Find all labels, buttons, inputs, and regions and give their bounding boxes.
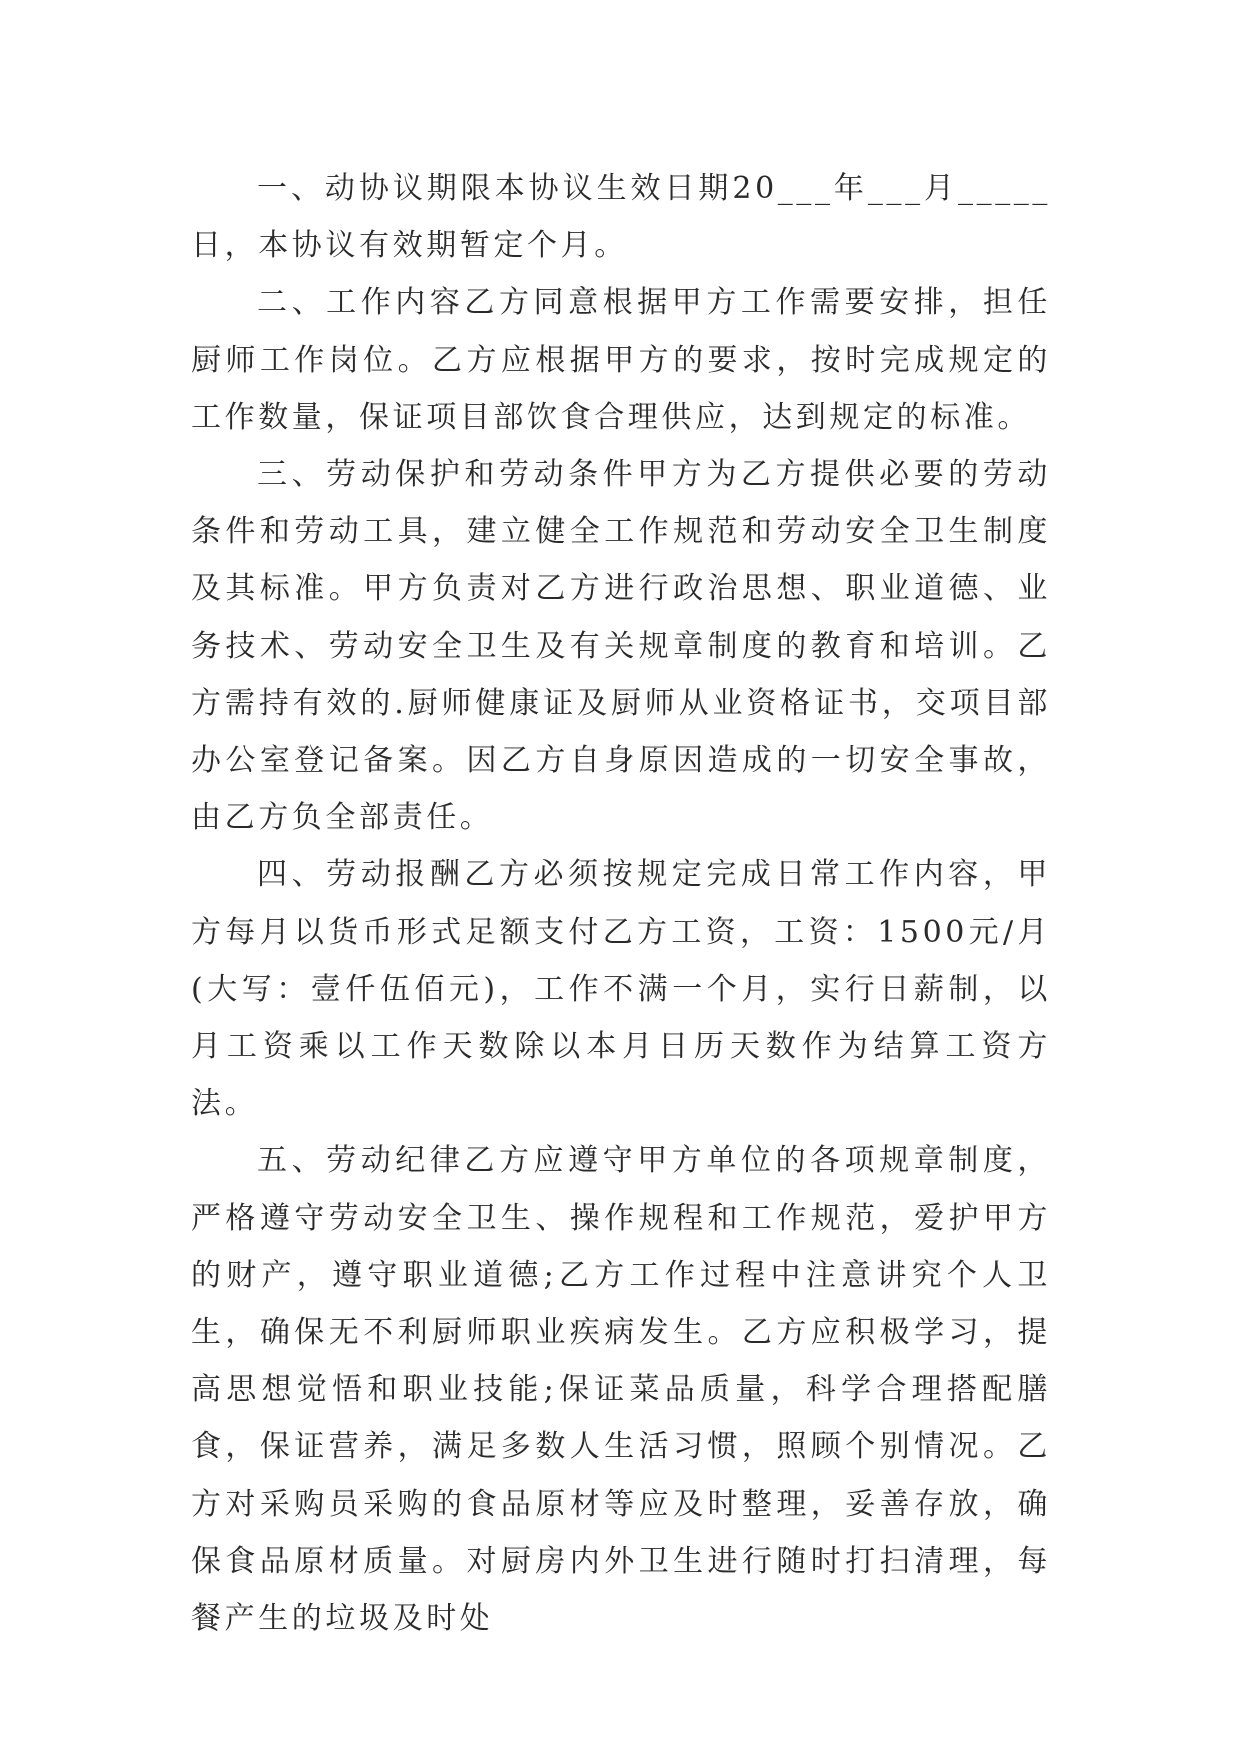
clause-paragraph-1: 一、动协议期限本协议生效日期20___年___月_____日，本协议有效期暂定个月。	[191, 171, 1051, 264]
clause-paragraph-2: 二、工作内容乙方同意根据甲方工作需要安排，担任厨师工作岗位。乙方应根据甲方的要求，按时完成规定的工作数量，保证项目部饮食合理供应，达到规定的标准。	[191, 285, 1051, 435]
clause-paragraph-3: 三、劳动保护和劳动条件甲方为乙方提供必要的劳动条件和劳动工具，建立健全工作规范和劳动安全卫生制度及其标准。甲方负责对乙方进行政治思想、职业道德、业务技术、劳动安全卫生及有关规章制度的教育和培训。乙方需持有效的.厨师健康证及厨师从业资格证书，交项目部办公室登记备案。因乙方自身原因造成的一切安全事故，由乙方负全部责任。	[191, 457, 1051, 836]
clause-paragraph-5: 五、劳动纪律乙方应遵守甲方单位的各项规章制度，严格遵守劳动安全卫生、操作规程和工作规范，爱护甲方的财产，遵守职业道德;乙方工作过程中注意讲究个人卫生，确保无不利厨师职业疾病发生。乙方应积极学习，提高思想觉悟和职业技能;保证菜品质量，科学合理搭配膳食，保证营养，满足多数人生活习惯，照顾个别情况。乙方对采购员采购的食品原材等应及时整理，妥善存放，确保食品原材质量。对厨房内外卫生进行随时打扫清理，每餐产生的垃圾及时处	[191, 1143, 1051, 1637]
clause-paragraph-4: 四、劳动报酬乙方必须按规定完成日常工作内容，甲方每月以货币形式足额支付乙方工资，工资：1500元/月(大写：壹仟伍佰元)，工作不满一个月，实行日薪制，以月工资乘以工作天数除以本月日历天数作为结算工资方法。	[191, 857, 1051, 1122]
document-body	[191, 160, 1051, 1647]
